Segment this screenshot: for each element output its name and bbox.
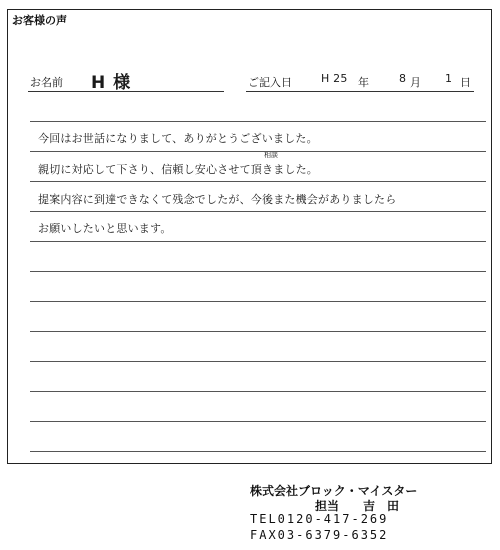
rule-line <box>30 421 486 422</box>
feedback-form <box>7 9 492 464</box>
date-day-unit: 日 <box>460 76 471 89</box>
rule-line <box>30 391 486 392</box>
rule-line <box>30 451 486 452</box>
rule-line <box>30 301 486 302</box>
rule-line <box>30 211 486 212</box>
rule-line <box>30 361 486 362</box>
name-underline <box>28 91 224 92</box>
fax-number: FAX03-6379-6352 <box>250 528 389 542</box>
company-name: 株式会社ブロック・マイスター <box>250 484 418 498</box>
rule-line <box>30 271 486 272</box>
rule-line <box>30 151 486 152</box>
comment-line: お願いしたいと思います。 <box>38 222 172 235</box>
rule-line <box>30 121 486 122</box>
comment-overwrite: 相談 <box>264 151 278 159</box>
staff-name: 担当 吉 田 <box>315 499 400 513</box>
comment-line: 親切に対応して下さり、信頼し安心させて頂きました。 <box>38 163 318 176</box>
date-label: ご記入日 <box>248 76 292 89</box>
date-month-value: 8 <box>399 72 407 85</box>
form-title: お客様の声 <box>12 14 67 27</box>
date-day-value: 1 <box>445 72 453 85</box>
date-underline <box>246 91 474 92</box>
name-value: H 様 <box>91 73 132 93</box>
rule-line <box>30 241 486 242</box>
date-year-value: H 25 <box>321 72 348 85</box>
comment-line: 提案内容に到達できなくて残念でしたが、今後また機会がありましたら <box>38 193 397 206</box>
date-year-unit: 年 <box>358 76 369 89</box>
rule-line <box>30 331 486 332</box>
tel-number: TEL0120-417-269 <box>250 512 389 526</box>
rule-line <box>30 181 486 182</box>
date-month-unit: 月 <box>410 76 421 89</box>
name-label: お名前 <box>30 76 63 89</box>
comment-line: 今回はお世話になりまして、ありがとうございました。 <box>38 132 318 145</box>
